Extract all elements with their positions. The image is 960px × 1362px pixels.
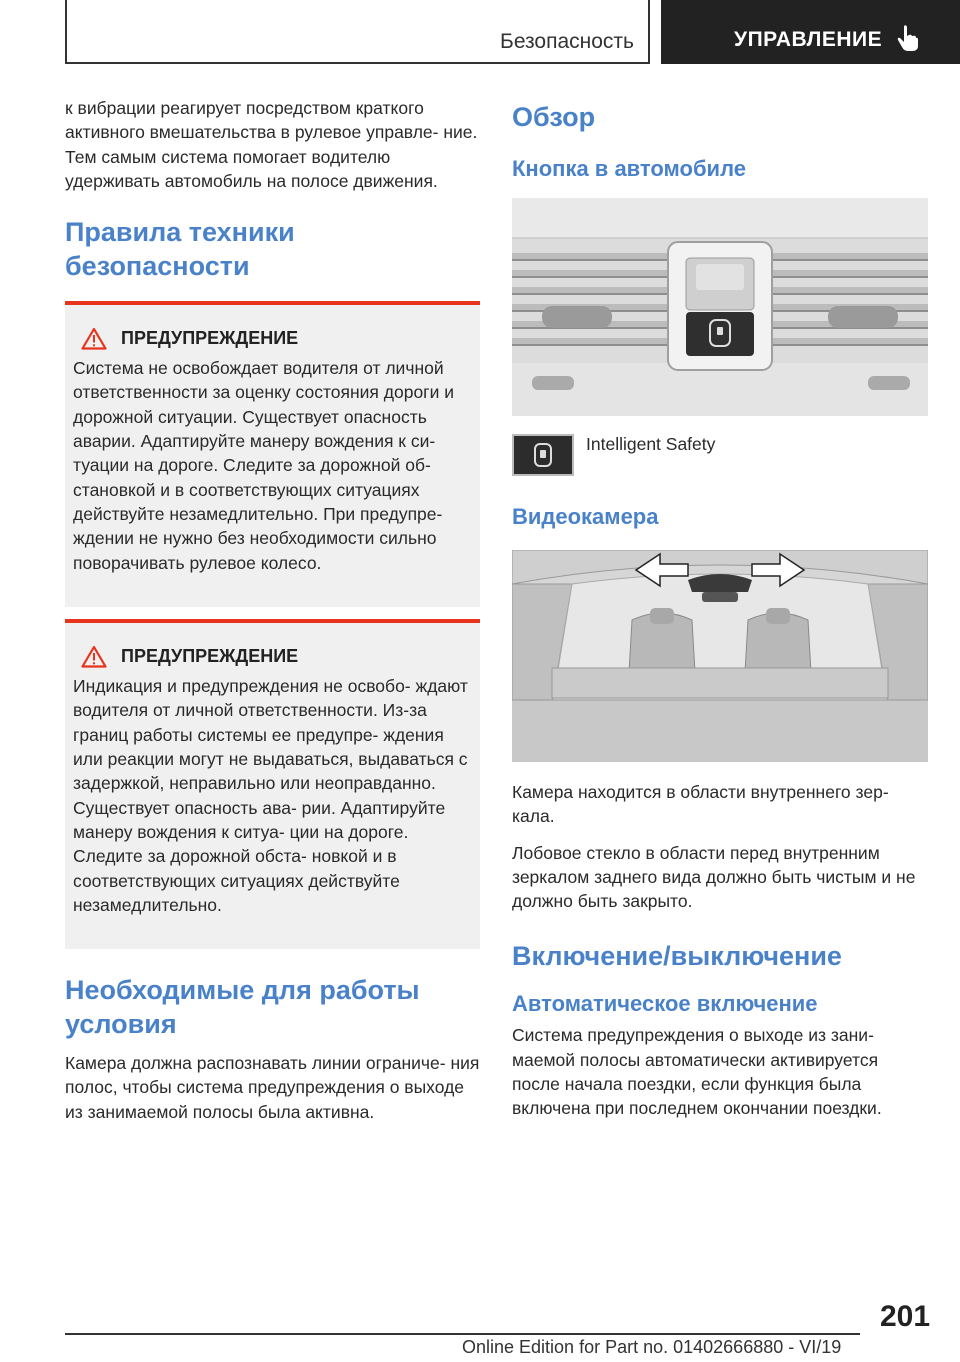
- safety-heading: Правила техники безопасности: [65, 217, 295, 282]
- header-chapter-title: УПРАВЛЕНИЕ: [734, 28, 883, 51]
- intelligent-safety-button-icon: [512, 434, 574, 476]
- camera-windshield-image: [512, 550, 928, 762]
- left-column: [65, 96, 480, 1136]
- conditions-paragraph: Камера должна распознавать линии ограниче- ния полос, чтобы система предупреждения о выходе из занимаемой полосы была активна.: [65, 1053, 480, 1122]
- warning-text-2: Индикация и предупреждения не освобо- ждают водителя от личной ответственности. Из-за границ работы системы ее предупре- ждения или реакции могут не выдаваться, выдаваться с задержкой, неправильно или неоправданно. Существует опасность ава- рии. Адаптируйте манеру вождения к ситуа- ции на дороге. Следите за дорожной обста- новкой и в соответствующих ситуациях действуйте незамедлительно.: [73, 676, 468, 915]
- warning-box-1: [65, 301, 480, 607]
- warning-title-2: [73, 645, 472, 668]
- header-section-tab: [65, 0, 650, 64]
- right-column: [512, 96, 928, 1133]
- button-heading: Кнопка в автомобиле: [512, 156, 746, 181]
- camera-paragraph-1: Камера находится в области внутреннего зер- кала.: [512, 782, 889, 827]
- warning-text-1: Система не освобождает водителя от личной ответственности за оценку состояния дороги и дорожной ситуации. Существует опасность аварии. Адаптируйте манеру вождения к си- туации на дороге. Следите за дорожной об- становкой и в соответствующих ситуациях действуйте незамедлительно. При предупре- ждении не нужно без необходимости сильно поворачивать рулевое колесо.: [73, 358, 454, 573]
- camera-paragraph-2: Лобовое стекло в области перед внутренним зеркалом заднего вида должно быть чистым и не должно быть закрыто.: [512, 842, 916, 912]
- footer-edition: Online Edition for Part no. 01402666880 - VI/19: [462, 1337, 842, 1357]
- intro-paragraph: к вибрации реагирует посредством краткого активного вмешательства в рулевое управле- ние. Тем самым система помогает водителю удерживать автомобиль на полосе движения.: [65, 98, 478, 191]
- warning-title-text-1: ПРЕДУПРЕЖДЕНИЕ: [121, 328, 299, 349]
- auto-heading: Автоматическое включение: [512, 991, 818, 1017]
- warning-title-text-2: ПРЕДУПРЕЖДЕНИЕ: [121, 646, 299, 667]
- warning-triangle-icon: [81, 645, 107, 668]
- header-section-title: Безопасность: [500, 30, 634, 53]
- button-legend: [512, 434, 928, 476]
- warning-box-2: [65, 619, 480, 949]
- auto-paragraph: Система предупреждения о выходе из зани- маемой полосы автоматически активируется после начала поездки, если функция была включена при последнем окончании поездки.: [512, 1025, 882, 1119]
- overview-heading: Обзор: [512, 102, 596, 132]
- hand-pointer-icon: [897, 24, 919, 52]
- warning-title-1: [73, 327, 472, 350]
- footer-divider: [65, 1333, 860, 1335]
- camera-heading: Видеокамера: [512, 504, 659, 529]
- conditions-heading: Необходимые для работы условия: [65, 975, 420, 1040]
- intelligent-safety-label: Intelligent Safety: [586, 434, 716, 454]
- dashboard-button-image: [512, 198, 928, 416]
- header-chapter-tab: [661, 0, 960, 64]
- page-number: 201: [880, 1300, 931, 1333]
- onoff-heading: Включение/выключение: [512, 941, 842, 972]
- warning-triangle-icon: [81, 327, 107, 350]
